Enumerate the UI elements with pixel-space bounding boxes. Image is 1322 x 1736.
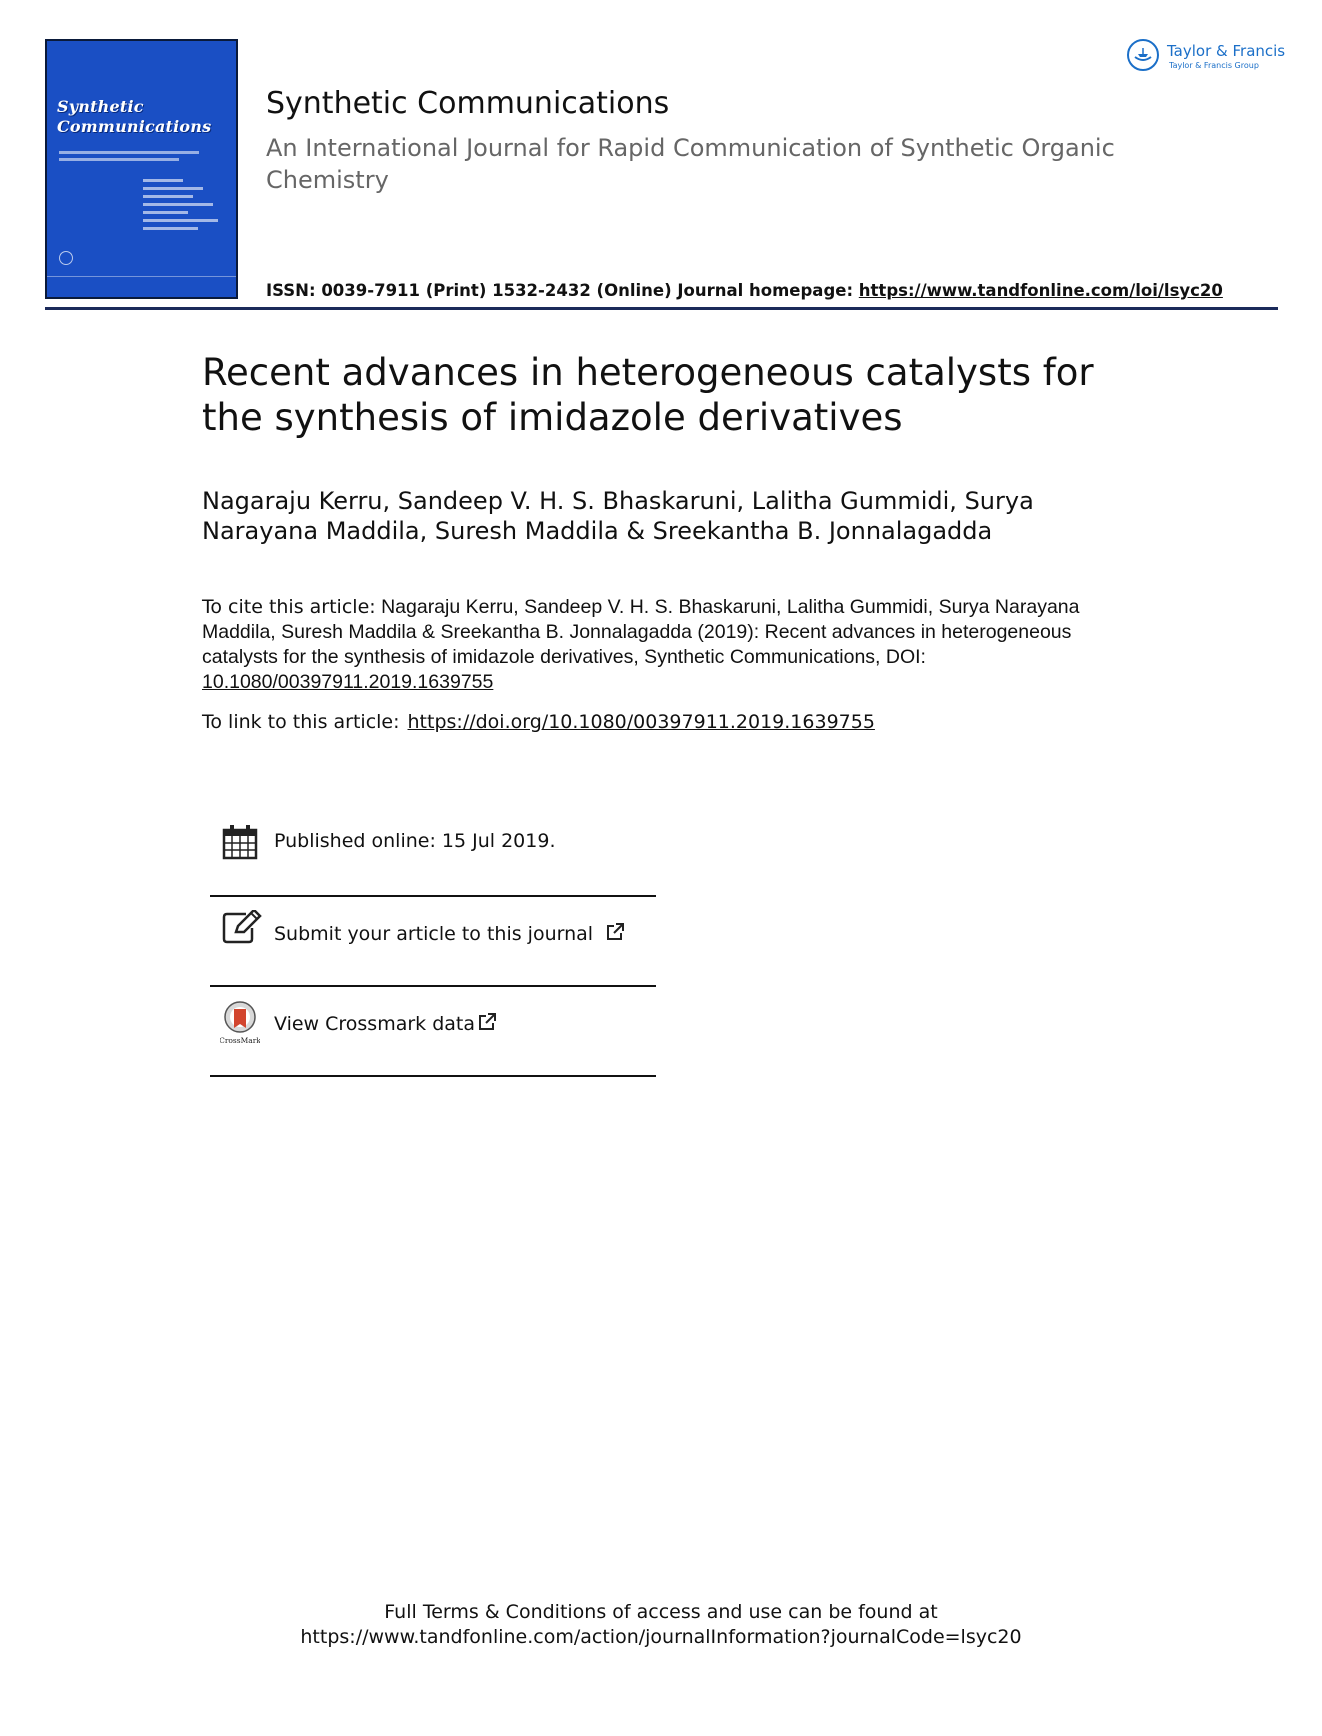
issn-line: [266, 281, 1223, 300]
footer-terms-text: Full Terms & Conditions of access and use can be found at: [384, 1601, 938, 1623]
citation-text: Nagaraju Kerru, Sandeep V. H. S. Bhaskaruni, Lalitha Gummidi, Surya Narayana Maddila, Suresh Maddila & Sreekantha B. Jonnalagadda (2019): Recent advances in heterogeneous catalysts for the synthesis of imidazole derivatives, Synthetic Communications, DOI:: [202, 596, 1080, 668]
cover-publisher-mark: [59, 251, 73, 265]
submit-article-link[interactable]: [274, 922, 625, 947]
cover-editor-list: [143, 179, 223, 235]
citation-block: [202, 595, 1132, 695]
article-doi-link[interactable]: https://doi.org/10.1080/00397911.2019.1639755: [407, 711, 875, 733]
cover-title: Synthetic Communications: [57, 97, 212, 136]
crossmark-row[interactable]: [210, 1000, 656, 1056]
article-link-label: To link to this article:: [202, 711, 400, 733]
header-divider: [45, 307, 1278, 310]
info-divider: [210, 985, 656, 987]
journal-cover-image: [45, 39, 238, 299]
journal-homepage-link[interactable]: https://www.tandfonline.com/loi/lsyc20: [858, 281, 1223, 300]
published-online-row: [210, 822, 656, 878]
edit-icon: [222, 910, 262, 950]
terms-footer: [0, 1600, 1322, 1650]
cover-footer-bar: [47, 276, 236, 291]
article-link-block: [202, 711, 875, 733]
publisher-name: Taylor & Francis: [1167, 42, 1286, 60]
external-link-icon: [605, 922, 625, 947]
info-divider: [210, 895, 656, 897]
journal-subtitle: An International Journal for Rapid Communication of Synthetic Organic Chemistry: [266, 134, 1115, 194]
article-title: Recent advances in heterogeneous catalysts for the synthesis of imidazole derivatives: [202, 351, 1094, 439]
footer-terms-link[interactable]: https://www.tandfonline.com/action/journalInformation?journalCode=lsyc20: [300, 1626, 1022, 1648]
citation-doi-link[interactable]: 10.1080/00397911.2019.1639755: [202, 671, 494, 693]
external-link-icon: [477, 1012, 497, 1037]
cover-decoration: [59, 151, 209, 165]
journal-title: Synthetic Communications: [266, 86, 670, 121]
info-divider: [210, 1075, 656, 1077]
citation-label: To cite this article:: [202, 596, 376, 618]
calendar-icon: [222, 824, 258, 864]
crossmark-text: View Crossmark data: [274, 1013, 476, 1035]
published-online-text: Published online: 15 Jul 2019.: [274, 830, 556, 852]
crossmark-link[interactable]: [274, 1012, 497, 1037]
crossmark-caption: CrossMark: [220, 1036, 260, 1045]
submit-article-row[interactable]: [210, 910, 656, 966]
publisher-logo: [1127, 39, 1287, 75]
crossmark-icon: [220, 1000, 260, 1050]
publisher-logo-icon: [1127, 39, 1159, 71]
publisher-group: Taylor & Francis Group: [1169, 61, 1259, 70]
submit-article-text: Submit your article to this journal: [274, 923, 594, 945]
article-authors: Nagaraju Kerru, Sandeep V. H. S. Bhaskaruni, Lalitha Gummidi, Surya Narayana Maddila, Suresh Maddila & Sreekantha B. Jonnalagadda: [202, 487, 1034, 545]
issn-text: ISSN: 0039-7911 (Print) 1532-2432 (Online) Journal homepage:: [266, 281, 859, 300]
